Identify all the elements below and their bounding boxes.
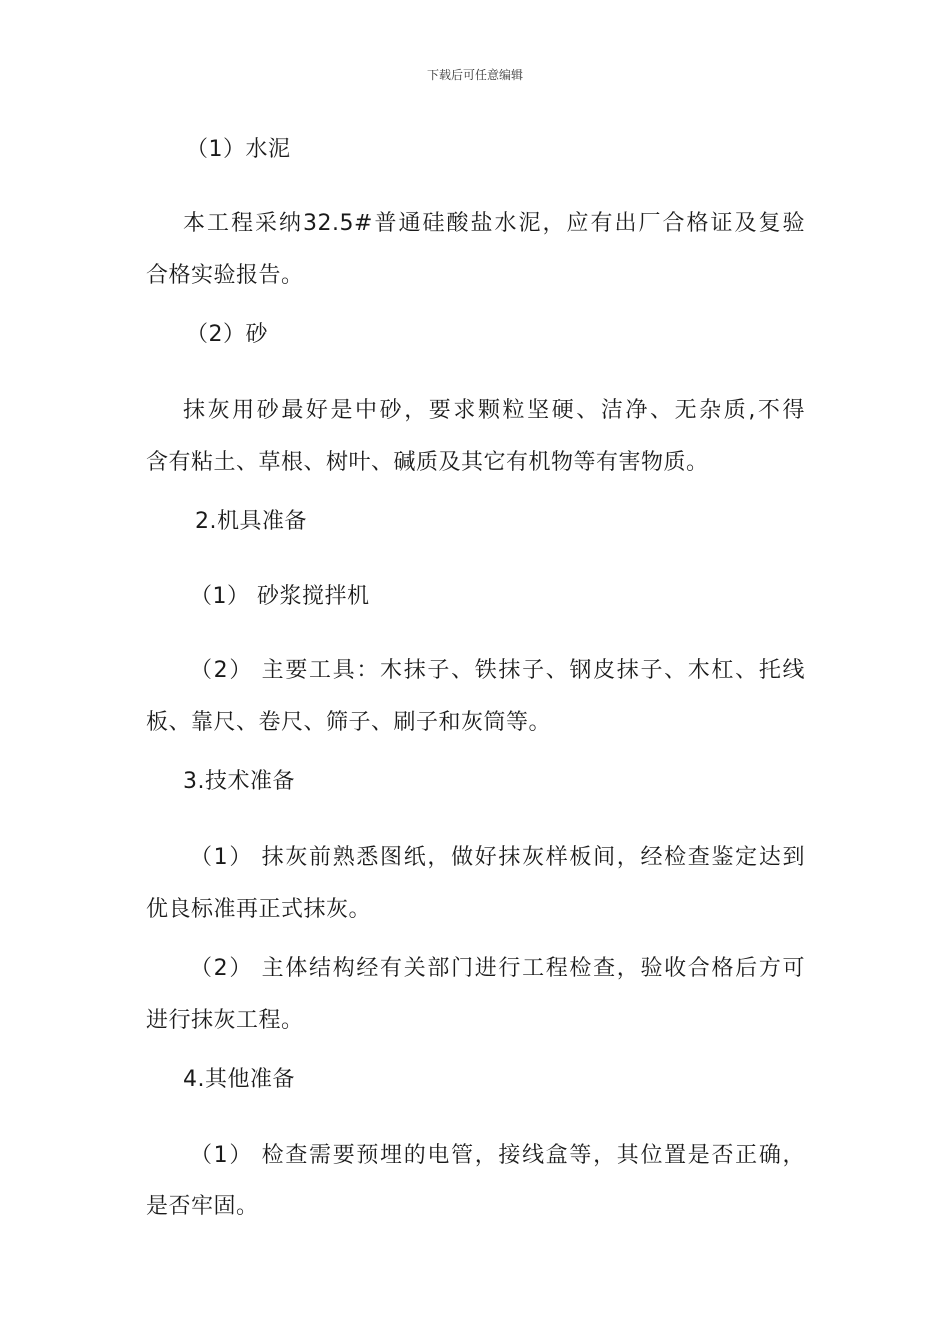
page-header-note: 下载后可任意编辑 — [426, 68, 523, 82]
item-conduit-line-2: 是否牢固。 — [146, 1194, 259, 1219]
paragraph-cement-line-1: 本工程采纳32.5#普通硅酸盐水泥，应有出厂合格证及复验 — [183, 211, 805, 236]
item-main-tools-line-1: （2） 主要工具：木抹子、铁抹子、钢皮抹子、木杠、托线 — [190, 658, 805, 683]
item-mortar-mixer: （1） 砂浆搅拌机 — [190, 584, 370, 609]
paragraph-sand-line-1: 抹灰用砂最好是中砂，要求颗粒坚硬、洁净、无杂质,不得 — [183, 398, 805, 423]
item-drawings-line-2: 优良标准再正式抹灰。 — [146, 897, 372, 922]
paragraph-sand-line-2: 含有粘土、草根、树叶、碱质及其它有机物等有害物质。 — [146, 450, 709, 475]
sub-heading-cement: （1）水泥 — [186, 137, 291, 162]
item-conduit-line-1: （1） 检查需要预埋的电管，接线盒等，其位置是否正确， — [190, 1143, 805, 1168]
sub-heading-sand: （2）砂 — [186, 322, 268, 347]
item-structure-line-2: 进行抹灰工程。 — [146, 1008, 304, 1033]
section-heading-other: 4.其他准备 — [183, 1067, 295, 1092]
item-main-tools-line-2: 板、靠尺、卷尺、筛子、刷子和灰筒等。 — [146, 710, 552, 735]
section-heading-tools: 2.机具准备 — [195, 509, 307, 534]
item-structure-line-1: （2） 主体结构经有关部门进行工程检查，验收合格后方可 — [190, 956, 805, 981]
paragraph-cement-line-2: 合格实验报告。 — [146, 263, 304, 288]
item-drawings-line-1: （1） 抹灰前熟悉图纸，做好抹灰样板间，经检查鉴定达到 — [190, 845, 805, 870]
section-heading-technical: 3.技术准备 — [183, 769, 295, 794]
